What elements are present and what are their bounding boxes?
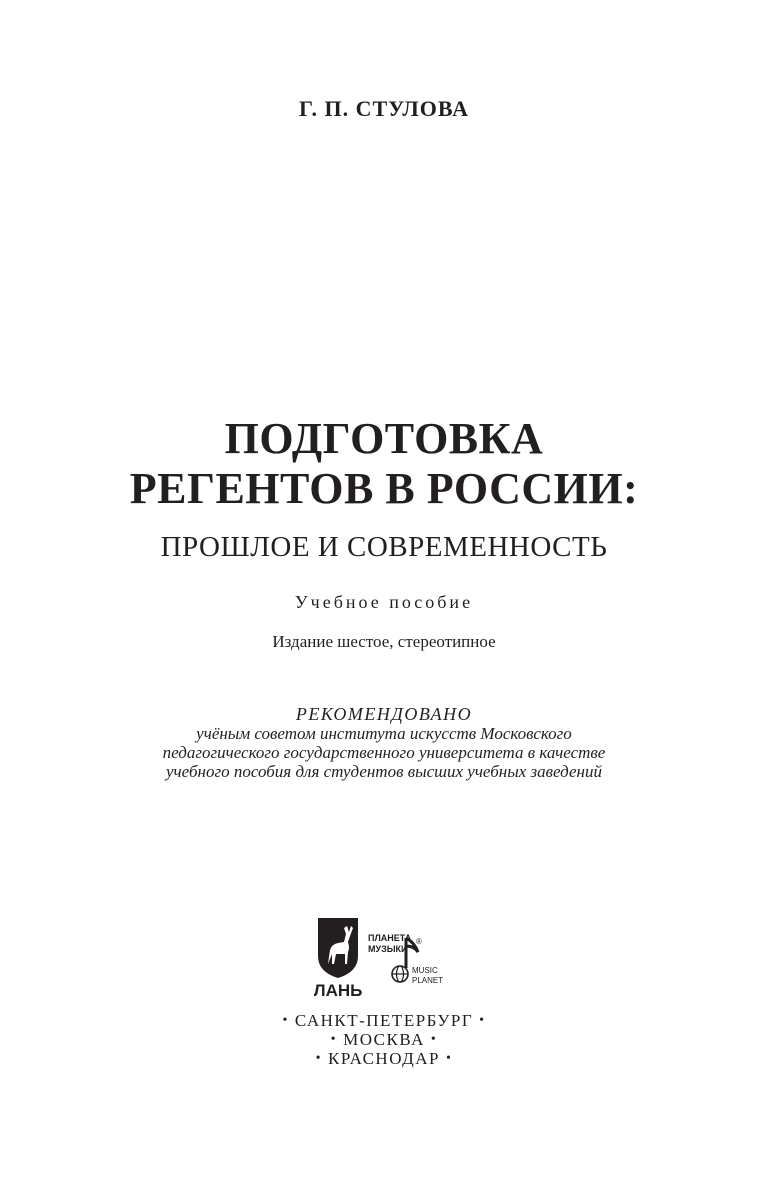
document-type: Учебное пособие — [294, 592, 474, 612]
city-name: МОСКВА — [343, 1030, 425, 1049]
recommendation-line: учёным советом института искусств Московского — [196, 724, 572, 743]
publisher-logos — [314, 912, 454, 1008]
separator-dot: • — [445, 1051, 453, 1066]
separator-dot: • — [430, 1032, 438, 1047]
recommendation-heading: РЕКОМЕНДОВАНО — [295, 704, 473, 724]
registered-mark: ® — [416, 937, 422, 946]
lan-logo — [314, 918, 362, 1000]
music-planet-line2: PLANET — [412, 976, 444, 985]
subtitle: ПРОШЛОЕ И СОВРЕМЕННОСТЬ — [160, 531, 608, 563]
music-planet-line1: MUSIC — [412, 966, 438, 975]
recommendation-line: педагогического государственного университета в качестве — [162, 743, 606, 762]
lan-logo-text: ЛАНЬ — [314, 981, 363, 1000]
title-line-1: ПОДГОТОВКА — [224, 414, 544, 463]
city-line-2 — [0, 1030, 768, 1050]
city-line-3 — [0, 1049, 768, 1069]
recommendation-line: учебного пособия для студентов высших учебных заведений — [166, 762, 602, 781]
recommendation-text — [0, 724, 768, 781]
city-name: КРАСНОДАР — [328, 1049, 440, 1068]
planet-logo-line1: ПЛАНЕТА — [368, 933, 412, 943]
city-line-1 — [0, 1011, 768, 1031]
planet-logo-line2: МУЗЫКИ — [368, 944, 408, 954]
edition-note: Издание шестое, стереотипное — [272, 632, 496, 651]
separator-dot: • — [282, 1013, 289, 1028]
title-line-2: РЕГЕНТОВ В РОССИИ: — [129, 464, 639, 513]
author-name: Г. П. СТУЛОВА — [298, 96, 470, 121]
separator-dot: • — [330, 1032, 338, 1047]
city-name: САНКТ-ПЕТЕРБУРГ — [294, 1011, 474, 1030]
globe-icon — [392, 966, 408, 982]
separator-dot: • — [315, 1051, 323, 1066]
separator-dot: • — [479, 1013, 486, 1028]
planeta-muzyki-logo — [368, 933, 443, 985]
